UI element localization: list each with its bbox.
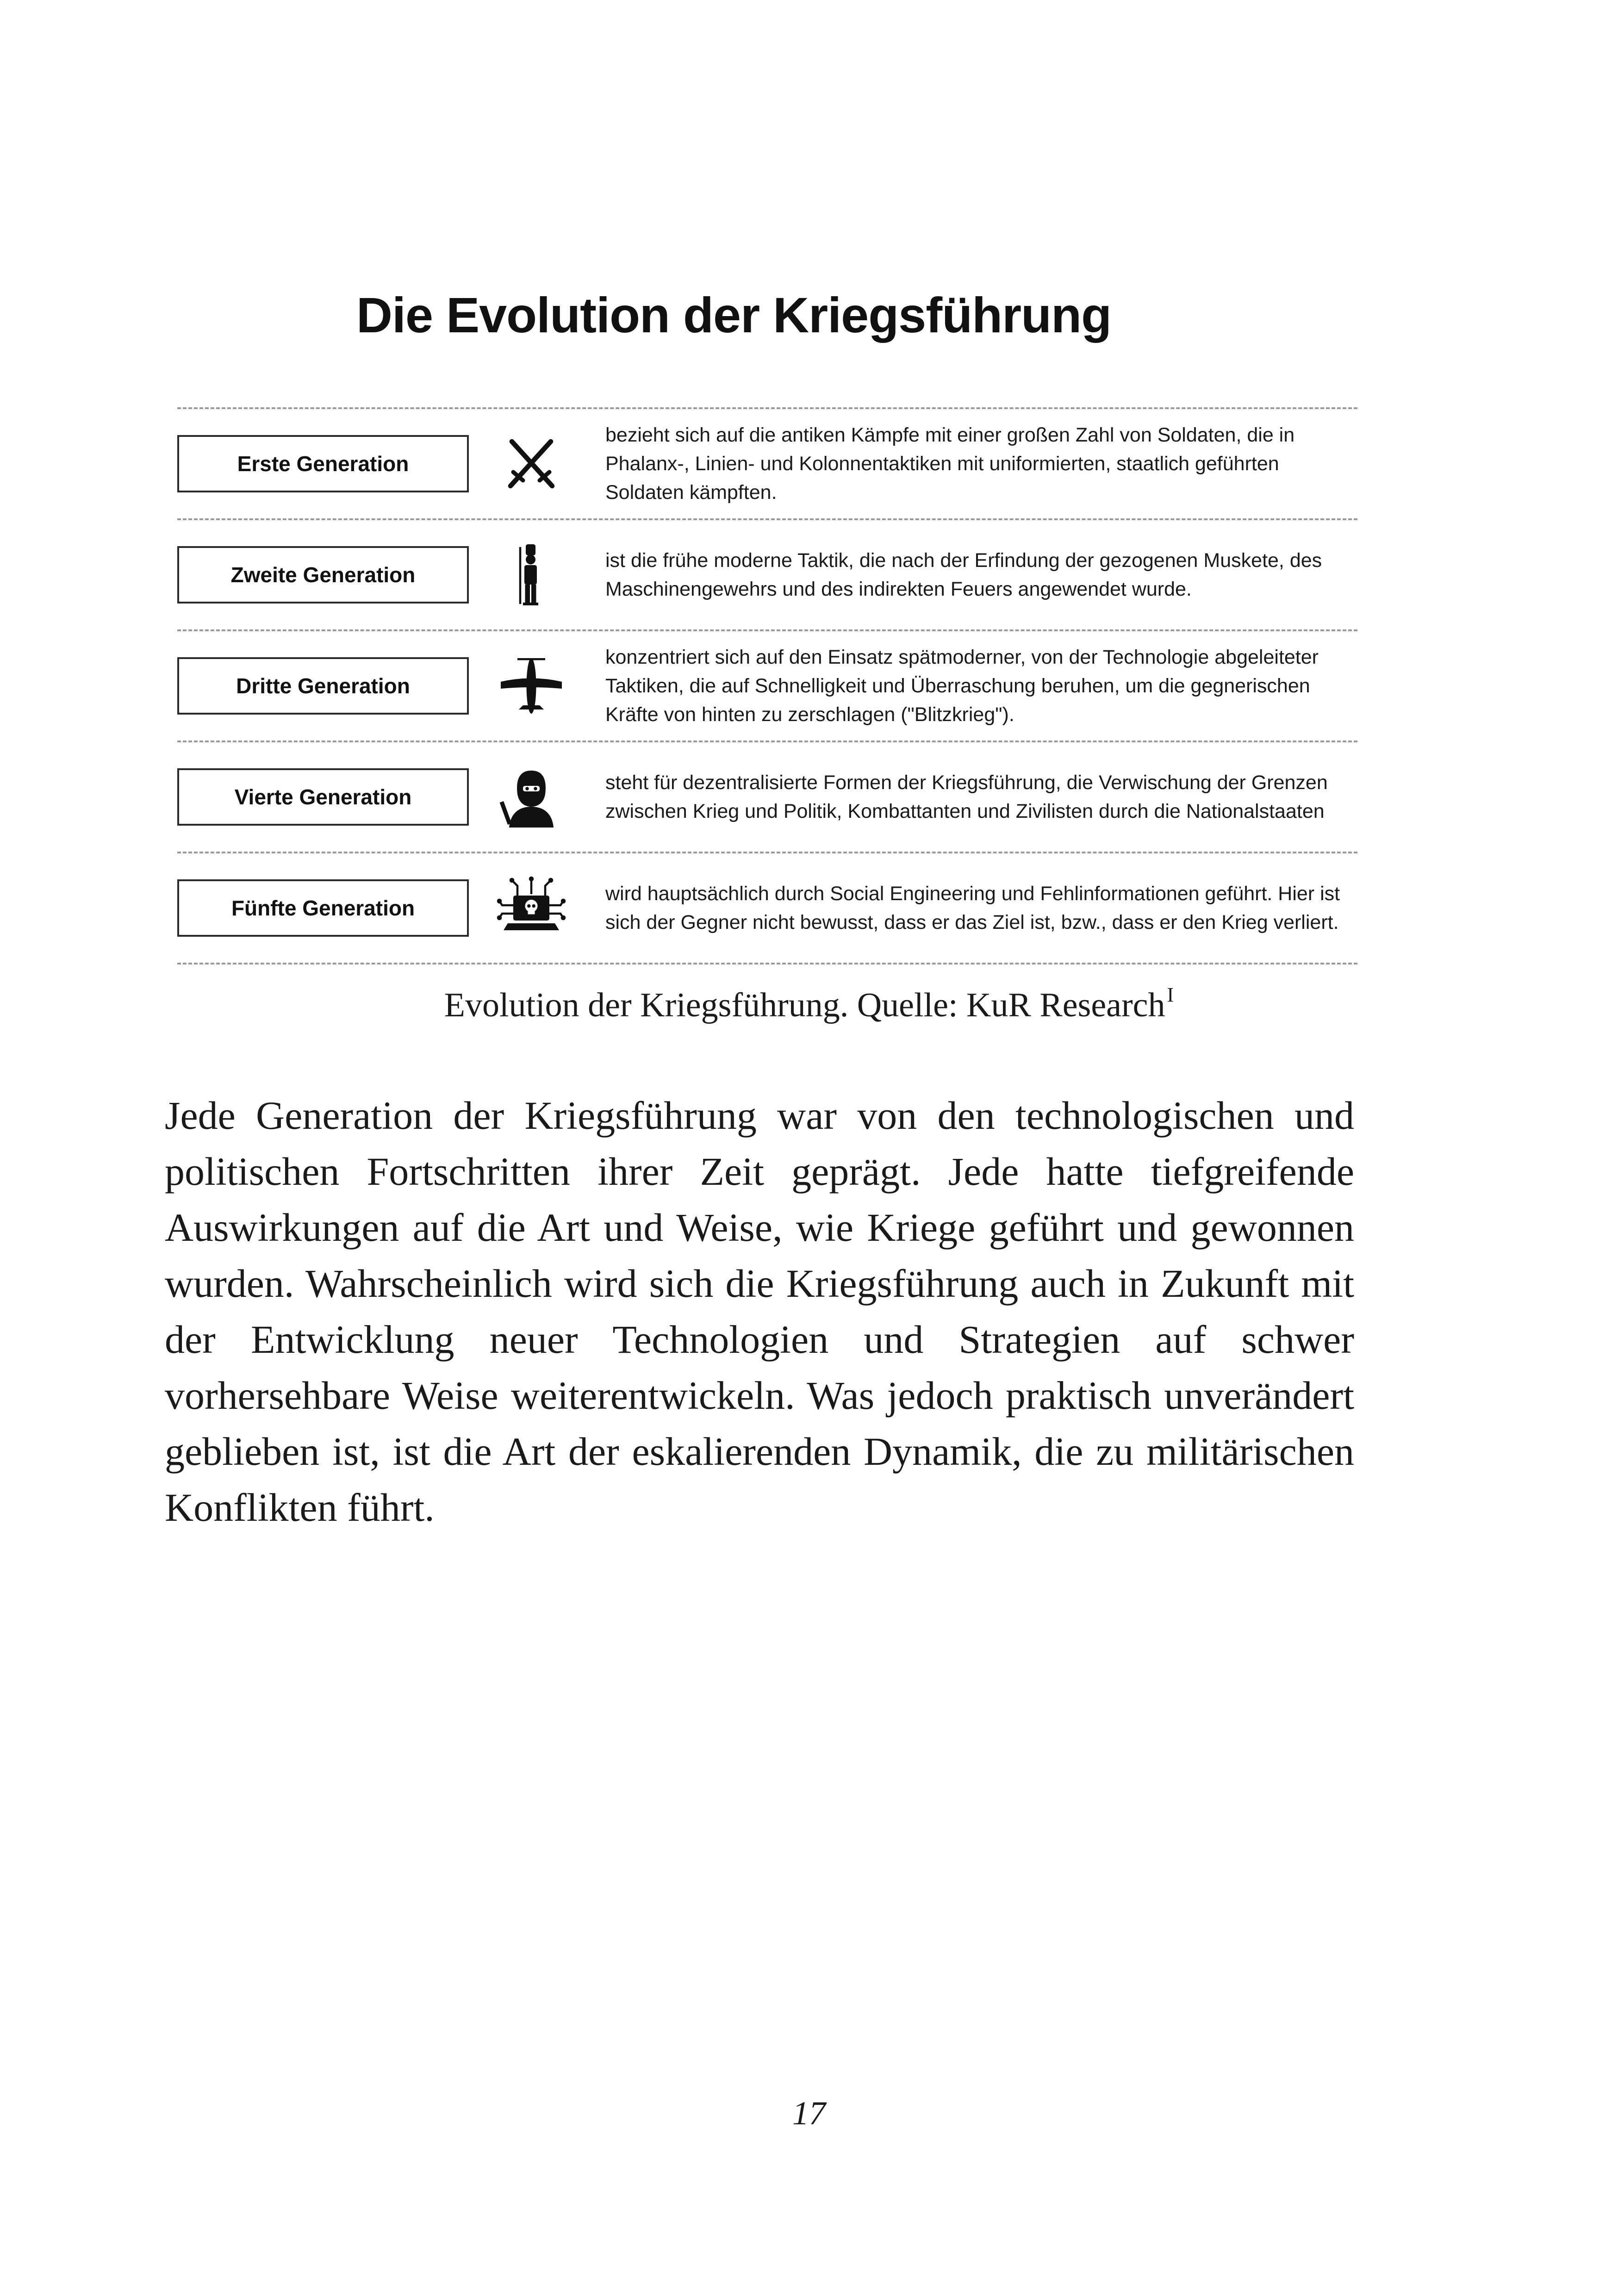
crossed-swords-icon	[497, 429, 566, 498]
generation-description: wird hauptsächlich durch Social Engineering und Fehlinformationen geführt. Hier ist sich der Gegner nicht bewusst, dass er das Ziel ist, bzw., dass er den Krieg verliert.	[605, 883, 1340, 933]
page-number: 17	[792, 2095, 826, 2132]
generation-row	[177, 520, 1357, 631]
generation-description: steht für dezentralisierte Formen der Kriegsführung, die Verwischung der Grenzen zwischen Krieg und Politik, Kombattanten und Zivilisten durch die Nationalstaaten	[605, 772, 1328, 822]
generation-description: bezieht sich auf die antiken Kämpfe mit einer großen Zahl von Soldaten, die in Phalanx-, Linien- und Kolonnentaktiken mit uniformierten, staatlich geführten Soldaten kämpften.	[605, 424, 1295, 504]
generation-label: Zweite Generation	[177, 546, 469, 604]
generation-row	[177, 409, 1357, 520]
body-paragraph: Jede Generation der Kriegsführung war von den technologischen und politischen Fortschritten ihrer Zeit geprägt. Jede hatte tiefgreifende Auswirkungen auf die Art und Weise, wie Kriege geführt und gewonnen wurden. Wahrscheinlich wird sich die Kriegsführung auch in Zukunft mit der Entwicklung neuer Technologien und Strategien auf schwer vorhersehbare Weise weiterentwickeln. Was jedoch praktisch unverändert geblieben ist, ist die Art der eskalierenden Dynamik, die zu militärischen Konflikten führt.	[165, 1093, 1354, 1530]
generation-label: Dritte Generation	[177, 657, 469, 715]
generation-description: konzentriert sich auf den Einsatz spätmoderner, von der Technologie abgeleiteter Taktiken, die auf Schnelligkeit und Überraschung beruhen, um die gegnerischen Kräfte von hinten zu zerschlagen ("Blitzkrieg").	[605, 646, 1319, 726]
generation-label: Erste Generation	[177, 435, 469, 492]
generation-label: Vierte Generation	[177, 768, 469, 826]
masked-insurgent-icon	[497, 762, 566, 832]
footnote-marker[interactable]: I	[1167, 983, 1174, 1006]
cyber-skull-laptop-icon	[497, 873, 566, 943]
figure-caption	[0, 983, 1618, 1025]
generation-row	[177, 631, 1357, 742]
caption-text: Evolution der Kriegsführung. Quelle: KuR Research	[444, 986, 1165, 1024]
fighter-plane-icon	[497, 651, 566, 721]
generations-table	[177, 407, 1357, 964]
generation-row	[177, 853, 1357, 964]
generation-label: Fünfte Generation	[177, 879, 469, 937]
generation-description: ist die frühe moderne Taktik, die nach der Erfindung der gezogenen Muskete, des Maschinengewehrs und des indirekten Feuers angewendet wurde.	[605, 549, 1322, 600]
musketeer-soldier-icon	[497, 540, 566, 610]
generation-row	[177, 742, 1357, 853]
figure-title: Die Evolution der Kriegsführung	[356, 287, 1112, 343]
